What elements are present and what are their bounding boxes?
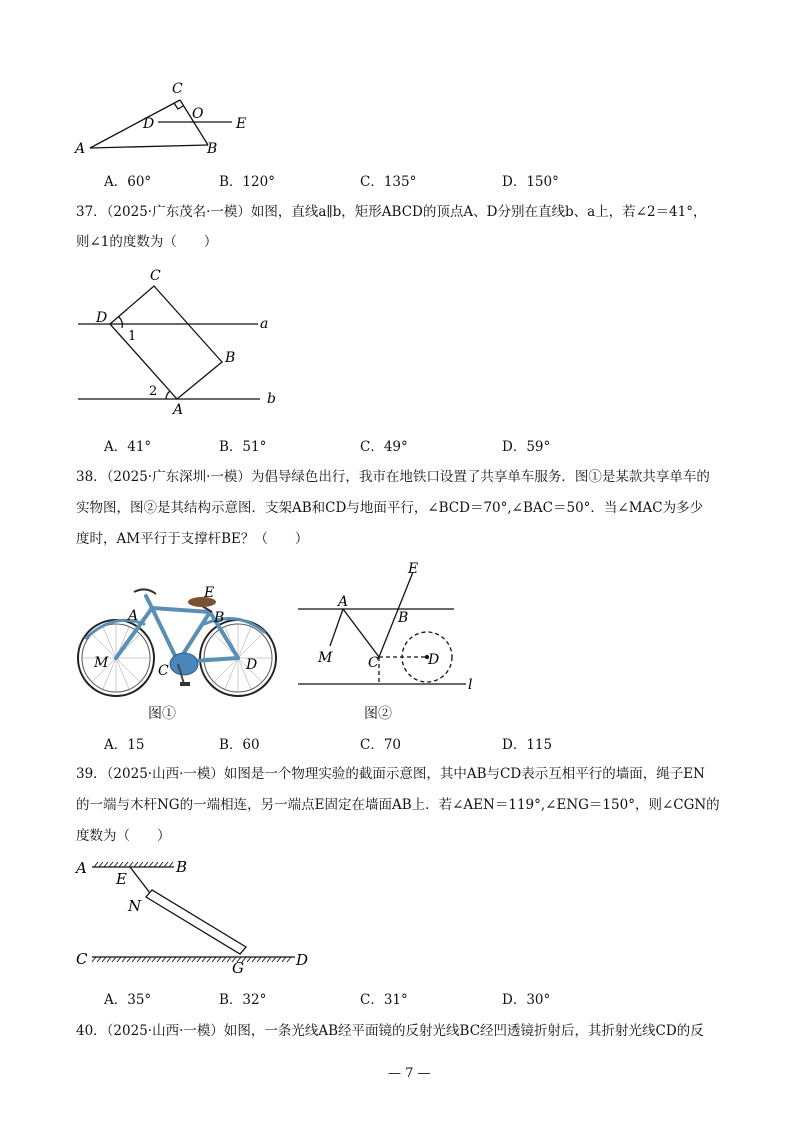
wall-hatch-mark: [207, 957, 211, 962]
wall-hatch-mark: [102, 957, 106, 962]
fig36-label-e: E: [236, 116, 247, 132]
q40-line1: 40．（2025·山西·一模）如图，一条光线AB经平面镜的反射光线BC经凹透镜折射后，其折射光线CD的反: [76, 1023, 704, 1039]
q37-label-line-a: a: [260, 316, 269, 332]
bike-label-c: C: [158, 663, 169, 679]
q38-line2: 实物图，图②是其结构示意图．支架AB和CD与地面平行，∠BCD＝70°,∠BAC＝50°．当∠MAC为多少: [76, 500, 704, 516]
wall-hatch-mark: [164, 862, 168, 867]
bicycle-image: [74, 572, 278, 704]
wall-hatch-mark: [222, 957, 226, 962]
wall-hatch-mark: [277, 957, 281, 962]
wall-hatch-mark: [134, 862, 138, 867]
wall-hatch-mark: [177, 957, 181, 962]
q37-line1: 37．（2025·广东茂名·一模）如图，直线a∥b，矩形ABCD的顶点A、D分别在直线b、a上，若∠2＝41°，: [76, 204, 707, 220]
q37-diagram: [70, 262, 290, 422]
q36-choice-c: C．135°: [360, 174, 417, 190]
q37-line2: 则∠1的度数为（ ）: [76, 234, 218, 250]
wall-hatch-mark: [272, 957, 276, 962]
wall-hatch-mark: [197, 957, 201, 962]
wall-hatch-mark: [149, 862, 153, 867]
wall-hatch-mark: [159, 862, 163, 867]
q36-choice-d: D．150°: [502, 174, 559, 190]
wall-hatch-mark: [122, 957, 126, 962]
wall-hatch-mark: [92, 957, 96, 962]
q37-label-b: B: [225, 350, 236, 366]
wall-hatch-mark: [287, 957, 291, 962]
q37-angle-1: 1: [128, 329, 137, 344]
fig36-label-b: B: [207, 141, 218, 157]
wall-hatch-mark: [112, 957, 116, 962]
q38-structure-diagram: [290, 560, 490, 700]
q39-diagram: [70, 852, 320, 980]
q36-choices: [104, 170, 584, 190]
wall-hatch-mark: [172, 957, 176, 962]
wall-hatch-mark: [217, 957, 221, 962]
wall-hatch-mark: [167, 957, 171, 962]
q37-choice-a: A．41°: [104, 439, 152, 455]
q39-choices: [104, 988, 584, 1008]
q38-choice-a: A．15: [104, 737, 145, 753]
wall-hatch-mark: [97, 957, 101, 962]
wall-hatch-mark: [227, 957, 231, 962]
fig2-label-l: l: [468, 677, 473, 693]
bike-label-m: M: [94, 655, 109, 671]
wall-hatch-mark: [147, 957, 151, 962]
q37-label-line-b: b: [267, 391, 276, 407]
fig36-label-a: A: [75, 141, 86, 157]
q38-choices: [104, 733, 584, 753]
wall-hatch-mark: [169, 862, 173, 867]
q37-label-a: A: [173, 402, 184, 418]
q37-label-d: D: [96, 310, 108, 326]
bike-label-a: A: [128, 608, 139, 624]
wall-hatch-mark: [154, 862, 158, 867]
wall-hatch-mark: [109, 862, 113, 867]
wall-hatch-mark: [257, 957, 261, 962]
wall-hatch-mark: [107, 957, 111, 962]
q38-choice-b: B．60: [219, 737, 260, 753]
q39-choice-a: A．35°: [104, 992, 152, 1008]
wall-hatch-mark: [124, 862, 128, 867]
wall-hatch-mark: [252, 957, 256, 962]
q37-angle-2: 2: [149, 384, 158, 399]
q37-label-c: C: [150, 268, 161, 284]
fig2-label-a: A: [338, 594, 349, 610]
bike-label-d: D: [246, 657, 258, 673]
q39-choice-b: B．32°: [219, 992, 267, 1008]
fig36-label-o: O: [192, 106, 204, 122]
page-number: — 7 —: [388, 1066, 431, 1081]
fig1-caption: 图①: [148, 706, 176, 722]
wall-hatch-mark: [282, 957, 286, 962]
q39-label-d: D: [296, 951, 309, 969]
fig2-label-m: M: [318, 650, 333, 666]
q39-choice-c: C．31°: [360, 992, 408, 1008]
wall-hatch-mark: [247, 957, 251, 962]
q38-line1: 38．（2025·广东深圳·一模）为倡导绿色出行，我市在地铁口设置了共享单车服务．图①是某款共享单车的: [76, 469, 710, 485]
q36-choice-b: B．120°: [219, 174, 275, 190]
wall-hatch-mark: [139, 862, 143, 867]
bike-label-e: E: [204, 585, 215, 601]
wall-hatch-mark: [182, 957, 186, 962]
wall-hatch-mark: [117, 957, 121, 962]
q37-choice-c: C．49°: [360, 439, 408, 455]
wall-hatch-mark: [267, 957, 271, 962]
q38-line3: 度时，AM平行于支撑杆BE？（ ）: [76, 531, 309, 547]
bike-label-b: B: [214, 610, 225, 626]
wall-hatch-mark: [129, 862, 133, 867]
wall-hatch-mark: [137, 957, 141, 962]
wall-hatch-mark: [114, 862, 118, 867]
wall-hatch-mark: [262, 957, 266, 962]
wall-hatch-mark: [104, 862, 108, 867]
wall-hatch-mark: [94, 862, 98, 867]
q38-choice-c: C．70: [360, 737, 402, 753]
q38-choice-d: D．115: [502, 737, 553, 753]
wall-hatch-mark: [119, 862, 123, 867]
wall-hatch-mark: [212, 957, 216, 962]
q39-line1: 39．（2025·山西·一模）如图是一个物理实验的截面示意图，其中AB与CD表示互相平行的墙面，绳子EN: [76, 766, 705, 782]
q37-choices: [104, 435, 584, 455]
q39-label-c: C: [76, 950, 88, 968]
fig2-label-b: B: [398, 610, 409, 626]
wall-hatch-mark: [192, 957, 196, 962]
fig2-label-c: C: [368, 655, 379, 671]
wall-hatch-mark: [127, 957, 131, 962]
fig36-diagram: [70, 78, 260, 158]
fig2-label-e: E: [408, 561, 419, 577]
q39-line3: 度数为（ ）: [76, 828, 171, 844]
fig2-caption: 图②: [364, 706, 392, 722]
fig2-label-d: D: [428, 652, 440, 668]
wall-hatch-mark: [144, 862, 148, 867]
wall-hatch-mark: [157, 957, 161, 962]
q39-label-n: N: [128, 897, 142, 915]
q39-label-e: E: [116, 870, 127, 888]
wall-hatch-mark: [162, 957, 166, 962]
q37-choice-b: B．51°: [219, 439, 267, 455]
fig36-label-d: D: [143, 116, 155, 132]
q39-label-g: G: [232, 959, 244, 977]
q39-label-a: A: [76, 859, 87, 877]
fig36-label-c: C: [172, 81, 183, 97]
wall-hatch-mark: [152, 957, 156, 962]
wall-hatch-mark: [202, 957, 206, 962]
q36-choice-a: A．60°: [104, 174, 152, 190]
wall-hatch-mark: [99, 862, 103, 867]
q39-line2: 的一端与木杆NG的一端相连，另一端点E固定在墙面AB上．若∠AEN＝119°,∠ENG＝150°，则∠CGN的: [76, 797, 720, 813]
q39-choice-d: D．30°: [502, 992, 551, 1008]
wall-hatch-mark: [142, 957, 146, 962]
q39-label-b: B: [176, 858, 188, 876]
wall-hatch-mark: [187, 957, 191, 962]
q37-choice-d: D．59°: [502, 439, 551, 455]
wall-hatch-mark: [132, 957, 136, 962]
